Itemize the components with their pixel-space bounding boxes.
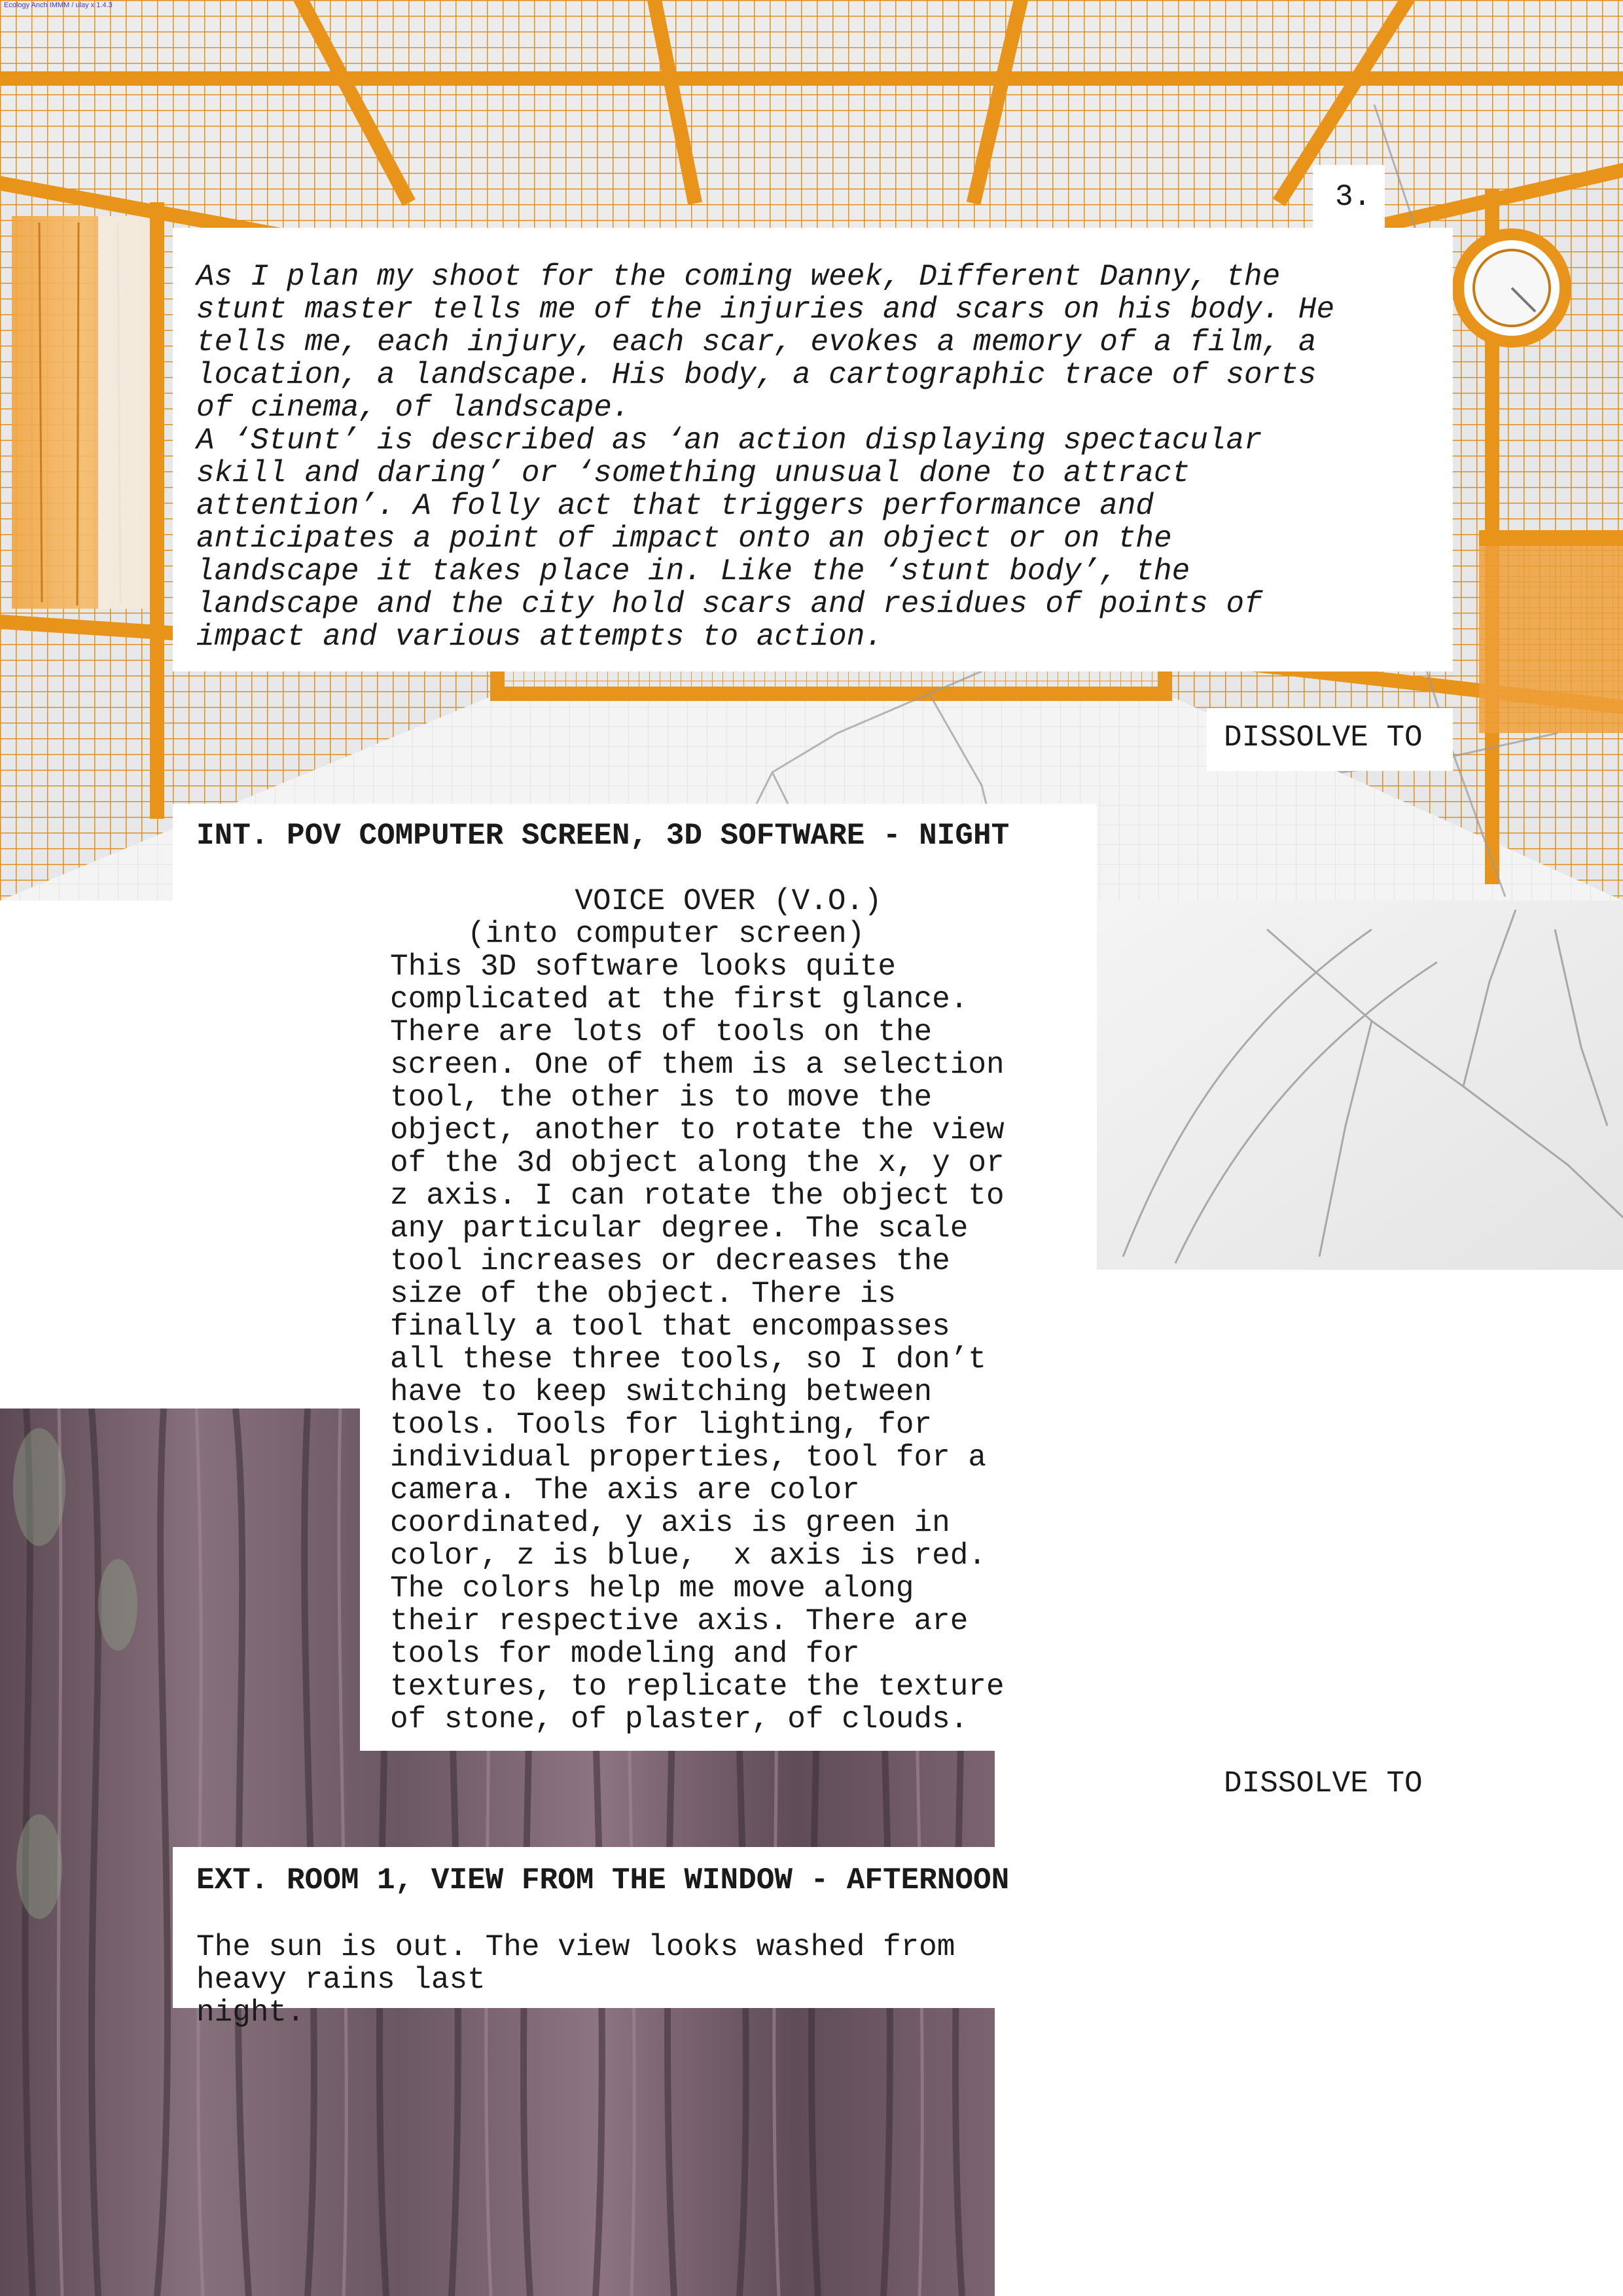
intro-paragraph: As I plan my shoot for the coming week, Different Danny, the stunt master tells me of the injuries and scars on his body. He tells me, each injury, each scar, evokes a memory of a film, a location, a landscape. His body, a cartographic trace of sorts of cinema, of landscape. A ‘Stunt’ is described as ‘an action displaying spectacular skill and daring’ or ‘something unusual done to attract attention’. A folly act that triggers performance and anticipates a point of impact onto an object or on the landscape it takes place in. Like the ‘stunt body’, the landscape and the city hold scars and residues of points of impact and various attempts to action. — [196, 260, 1335, 654]
action-line: The sun is out. The view looks washed from heavy rains last night. — [196, 1930, 955, 2030]
dialogue: This 3D software looks quite complicated at the first glance. There are lots of tools on the screen. One of them is a selection tool, the other is to move the object, another to rotate the view of the 3d object along the x, y or z axis. I can rotate the object to any particular degree. The scale tool increases or decreases the size of the object. There is finally a tool that encompasses all these three tools, so I don’t have to keep switching between tools. Tools for lighting, for individual properties, tool for a camera. The axis are color coordinated, y axis is green in color, z is blue, x axis is red. The colors help me move along their respective axis. There are tools for modeling and for textures, to replicate the texture of stone, of plaster, of clouds. — [390, 950, 1005, 1736]
page-number: 3. — [1335, 180, 1372, 214]
transition-dissolve-to: DISSOLVE TO — [1224, 721, 1423, 755]
scene-heading: EXT. ROOM 1, VIEW FROM THE WINDOW - AFTERNOON — [196, 1863, 1010, 1897]
scene-heading: INT. POV COMPUTER SCREEN, 3D SOFTWARE - NIGHT — [196, 819, 1010, 853]
parenthetical: (into computer screen) — [467, 917, 865, 951]
transition-dissolve-to: DISSOLVE TO — [1224, 1767, 1423, 1801]
character-name: VOICE OVER (V.O.) — [575, 884, 882, 918]
shattered-glass-image — [1097, 851, 1623, 1270]
tiny-header-note: Ecology Anch IMMM / ulay x 1.4.3 — [4, 1, 113, 9]
